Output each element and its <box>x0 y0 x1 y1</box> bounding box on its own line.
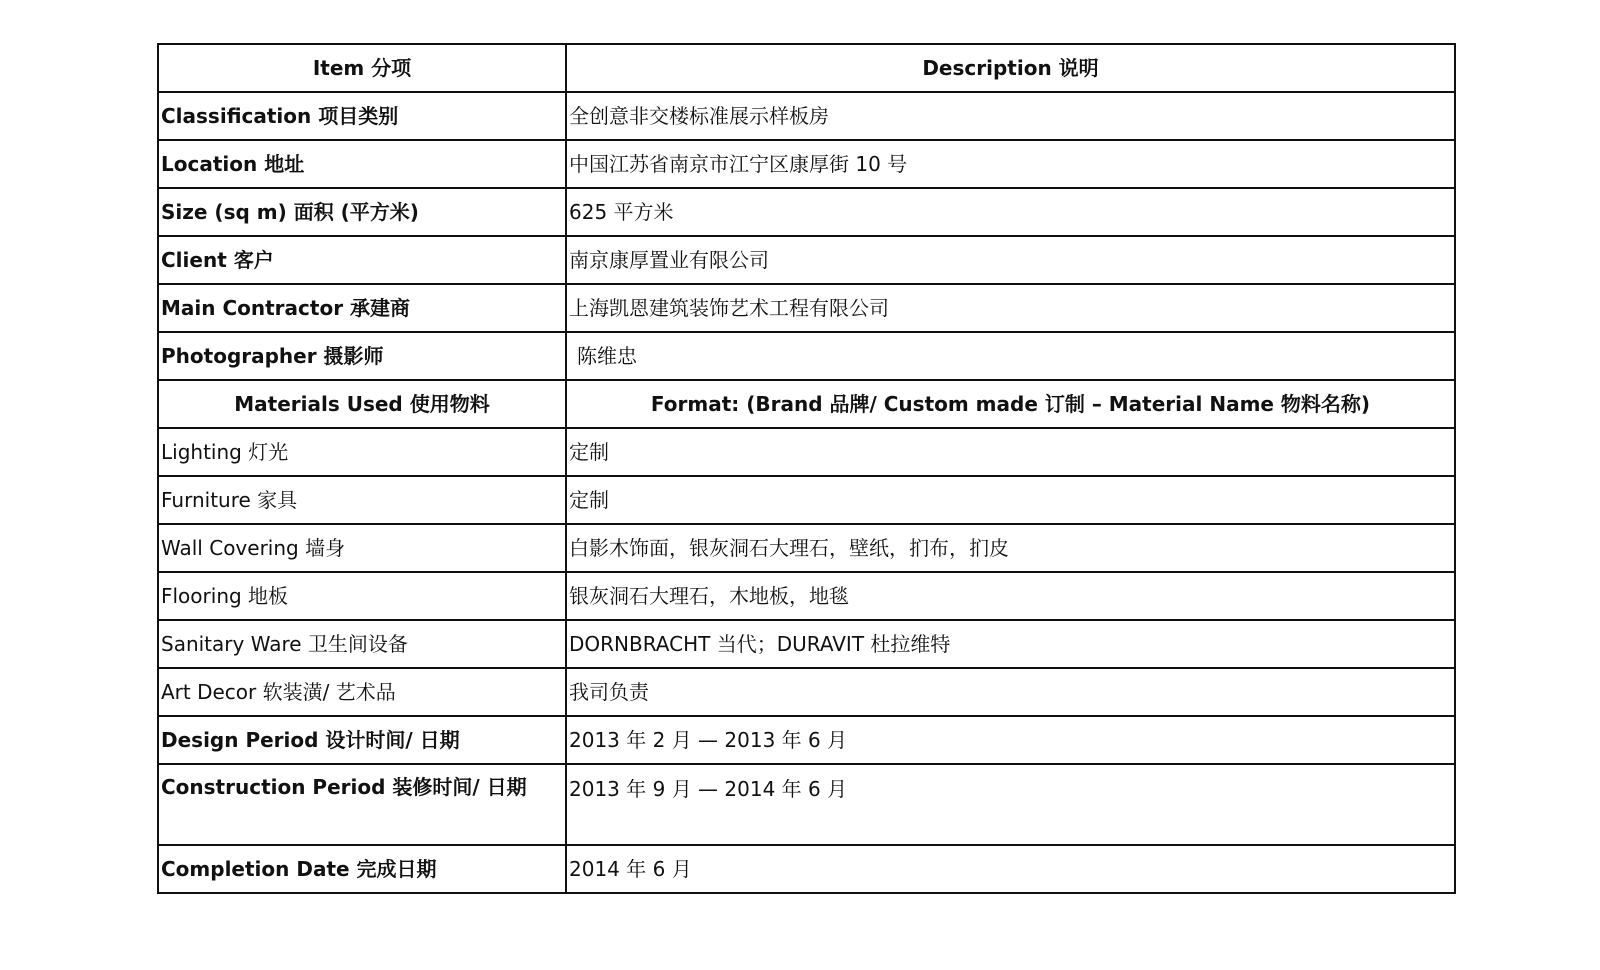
table-row <box>158 476 1455 524</box>
table-header-row <box>158 44 1455 92</box>
table-row <box>158 764 1455 845</box>
row-value-flooring: 银灰洞石大理石，木地板，地毯 <box>566 572 1455 620</box>
row-value-size: 625 平方米 <box>566 188 1455 236</box>
table-row <box>158 572 1455 620</box>
table-row <box>158 716 1455 764</box>
row-value-client: 南京康厚置业有限公司 <box>566 236 1455 284</box>
row-value-wall-covering: 白影木饰面，银灰洞石大理石，壁纸，扪布，扪皮 <box>566 524 1455 572</box>
row-label-lighting: Lighting 灯光 <box>158 428 566 476</box>
table-row <box>158 845 1455 893</box>
column-header-description: Description 说明 <box>566 44 1455 92</box>
row-label-size: Size (sq m) 面积 (平方米) <box>158 188 566 236</box>
row-label-wall-covering: Wall Covering 墙身 <box>158 524 566 572</box>
materials-format-heading: Format: (Brand 品牌/ Custom made 订制 – Material Name 物料名称) <box>566 380 1455 428</box>
row-label-flooring: Flooring 地板 <box>158 572 566 620</box>
table-row <box>158 428 1455 476</box>
project-spec-table <box>157 43 1456 894</box>
materials-header-row <box>158 380 1455 428</box>
table-row <box>158 524 1455 572</box>
table-row <box>158 620 1455 668</box>
row-label-design-period: Design Period 设计时间/ 日期 <box>158 716 566 764</box>
table-row <box>158 668 1455 716</box>
table-row <box>158 92 1455 140</box>
column-header-item: Item 分项 <box>158 44 566 92</box>
row-value-completion-date: 2014 年 6 月 <box>566 845 1455 893</box>
row-label-completion-date: Completion Date 完成日期 <box>158 845 566 893</box>
row-value-sanitary-ware: DORNBRACHT 当代；DURAVIT 杜拉维特 <box>566 620 1455 668</box>
row-label-client: Client 客户 <box>158 236 566 284</box>
table-row <box>158 284 1455 332</box>
row-value-photographer: 陈维忠 <box>566 332 1455 380</box>
row-value-construction-period: 2013 年 9 月 — 2014 年 6 月 <box>566 764 1455 845</box>
table-row <box>158 188 1455 236</box>
table-row <box>158 332 1455 380</box>
row-value-main-contractor: 上海凯恩建筑装饰艺术工程有限公司 <box>566 284 1455 332</box>
row-label-art-decor: Art Decor 软装潢/ 艺术品 <box>158 668 566 716</box>
row-value-classification: 全创意非交楼标准展示样板房 <box>566 92 1455 140</box>
row-value-art-decor: 我司负责 <box>566 668 1455 716</box>
row-value-lighting: 定制 <box>566 428 1455 476</box>
row-label-location: Location 地址 <box>158 140 566 188</box>
row-value-design-period: 2013 年 2 月 — 2013 年 6 月 <box>566 716 1455 764</box>
materials-used-heading: Materials Used 使用物料 <box>158 380 566 428</box>
row-label-furniture: Furniture 家具 <box>158 476 566 524</box>
row-label-construction-period: Construction Period 装修时间/ 日期 <box>158 764 566 845</box>
table-row <box>158 140 1455 188</box>
row-label-classification: Classification 项目类别 <box>158 92 566 140</box>
row-label-photographer: Photographer 摄影师 <box>158 332 566 380</box>
row-value-location: 中国江苏省南京市江宁区康厚街 10 号 <box>566 140 1455 188</box>
row-label-sanitary-ware: Sanitary Ware 卫生间设备 <box>158 620 566 668</box>
table-row <box>158 236 1455 284</box>
row-label-main-contractor: Main Contractor 承建商 <box>158 284 566 332</box>
row-value-furniture: 定制 <box>566 476 1455 524</box>
